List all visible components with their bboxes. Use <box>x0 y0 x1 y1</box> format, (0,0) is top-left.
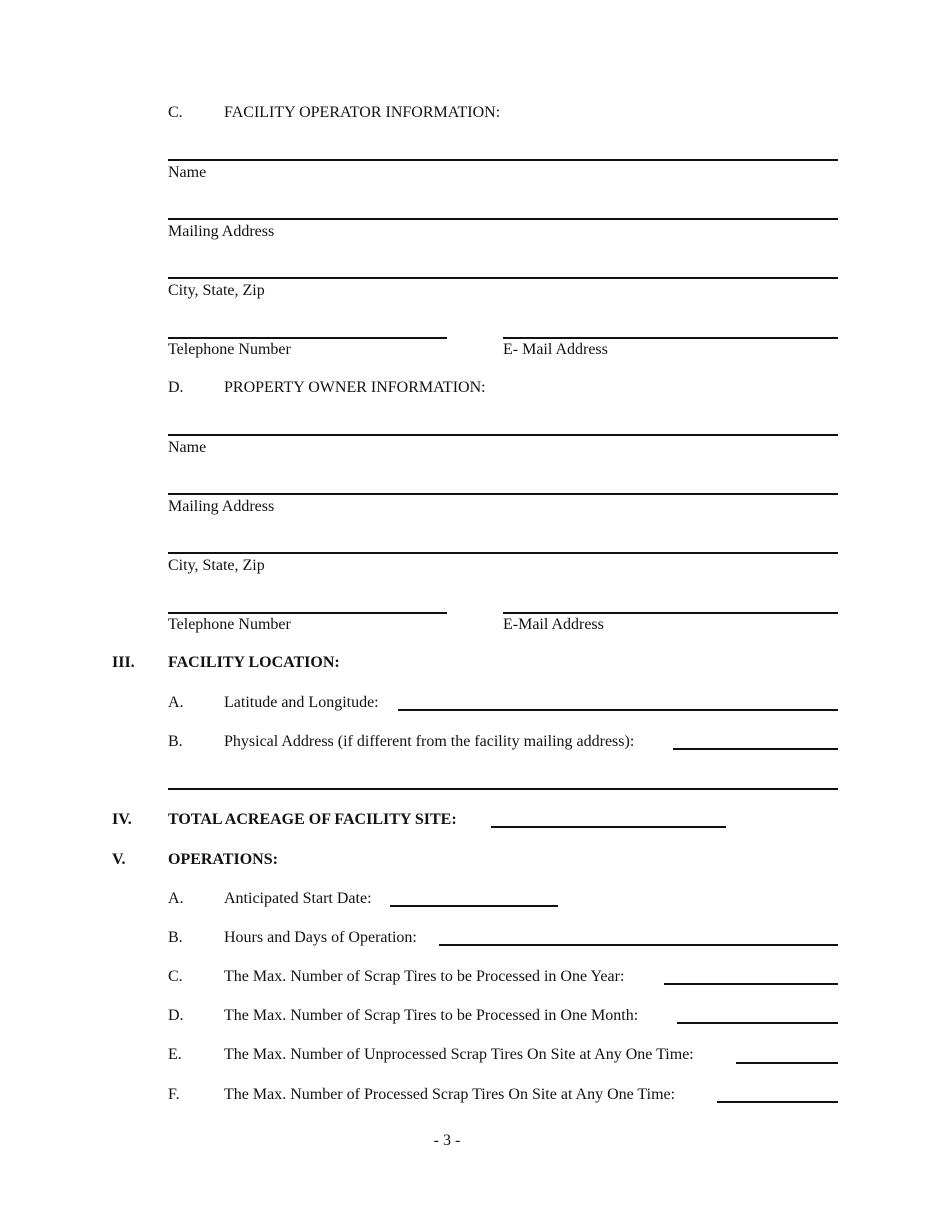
tires-per-year-letter: C. <box>168 968 183 985</box>
operator-email-field[interactable] <box>503 337 838 339</box>
processed-tires-label: The Max. Number of Processed Scrap Tires On Site at Any One Time: <box>224 1086 676 1103</box>
acreage-field[interactable] <box>491 826 726 828</box>
latitude-longitude-field[interactable] <box>398 709 838 711</box>
owner-telephone-field[interactable] <box>168 612 447 614</box>
page-number: - 3 - <box>433 1132 461 1149</box>
operator-telephone-field[interactable] <box>168 337 447 339</box>
unprocessed-tires-label: The Max. Number of Unprocessed Scrap Tires On Site at Any One Time: <box>224 1046 694 1063</box>
owner-city-state-zip-field[interactable] <box>168 552 838 554</box>
tires-per-month-letter: D. <box>168 1007 184 1024</box>
tires-per-year-label: The Max. Number of Scrap Tires to be Processed in One Year: <box>224 968 625 985</box>
operations-section-heading: OPERATIONS: <box>168 851 278 868</box>
operator-name-field[interactable] <box>168 159 838 161</box>
acreage-section-heading: TOTAL ACREAGE OF FACILITY SITE: <box>168 811 457 828</box>
operator-email-label: E- Mail Address <box>503 341 608 358</box>
operator-city-state-zip-label: City, State, Zip <box>168 282 265 299</box>
physical-address-field-line-2[interactable] <box>168 788 838 790</box>
location-section-numeral: III. <box>112 654 135 671</box>
acreage-section-numeral: IV. <box>112 811 132 828</box>
owner-section-letter: D. <box>168 379 184 396</box>
owner-city-state-zip-label: City, State, Zip <box>168 557 265 574</box>
physical-address-letter: B. <box>168 733 183 750</box>
start-date-letter: A. <box>168 890 184 907</box>
unprocessed-tires-field[interactable] <box>736 1062 838 1064</box>
latitude-longitude-letter: A. <box>168 694 184 711</box>
tires-per-month-label: The Max. Number of Scrap Tires to be Processed in One Month: <box>224 1007 639 1024</box>
owner-mailing-address-field[interactable] <box>168 493 838 495</box>
unprocessed-tires-letter: E. <box>168 1046 182 1063</box>
operator-mailing-address-field[interactable] <box>168 218 838 220</box>
physical-address-field[interactable] <box>673 748 838 750</box>
physical-address-label: Physical Address (if different from the facility mailing address): <box>224 733 635 750</box>
location-section-heading: FACILITY LOCATION: <box>168 654 340 671</box>
tires-per-month-field[interactable] <box>677 1022 838 1024</box>
tires-per-year-field[interactable] <box>664 983 838 985</box>
operator-telephone-label: Telephone Number <box>168 341 291 358</box>
processed-tires-letter: F. <box>168 1086 180 1103</box>
operator-section-heading: FACILITY OPERATOR INFORMATION: <box>224 104 501 121</box>
hours-days-field[interactable] <box>439 944 838 946</box>
latitude-longitude-label: Latitude and Longitude: <box>224 694 379 711</box>
owner-name-field[interactable] <box>168 434 838 436</box>
owner-section-heading: PROPERTY OWNER INFORMATION: <box>224 379 486 396</box>
owner-email-field[interactable] <box>503 612 838 614</box>
owner-telephone-label: Telephone Number <box>168 616 291 633</box>
owner-email-label: E-Mail Address <box>503 616 604 633</box>
hours-days-label: Hours and Days of Operation: <box>224 929 417 946</box>
hours-days-letter: B. <box>168 929 183 946</box>
operator-city-state-zip-field[interactable] <box>168 277 838 279</box>
owner-mailing-address-label: Mailing Address <box>168 498 275 515</box>
operator-mailing-address-label: Mailing Address <box>168 223 275 240</box>
operations-section-numeral: V. <box>112 851 126 868</box>
start-date-field[interactable] <box>390 905 558 907</box>
owner-name-label: Name <box>168 439 207 456</box>
processed-tires-field[interactable] <box>717 1101 838 1103</box>
operator-section-letter: C. <box>168 104 183 121</box>
operator-name-label: Name <box>168 164 207 181</box>
start-date-label: Anticipated Start Date: <box>224 890 372 907</box>
